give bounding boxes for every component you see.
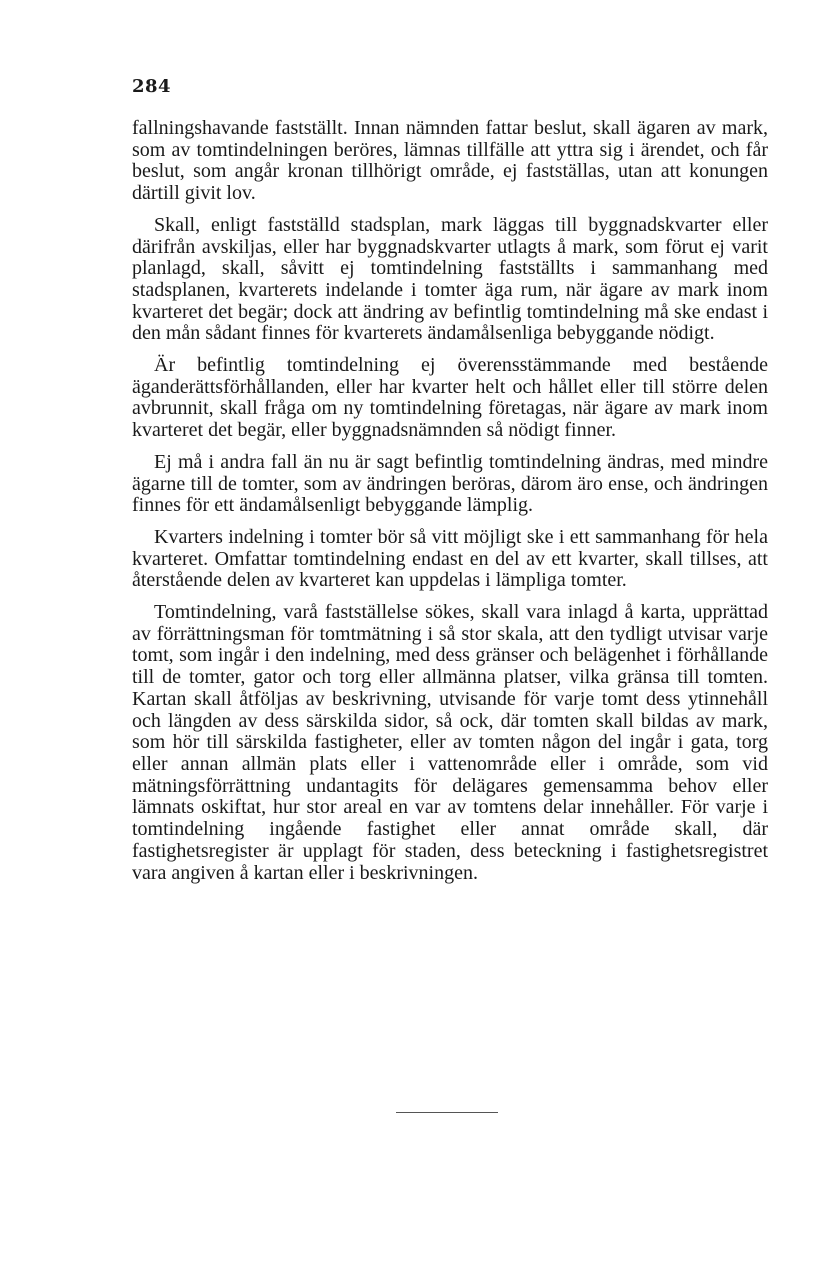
paragraph-5: Kvarters indelning i tomter bör så vitt möjligt ske i ett sammanhang för hela kvarteret. Omfattar tomtindelning endast en del av ett kvarter, skall tillses, att återstående delen av kvarteret kan uppdelas i lämpliga tomter. [132, 525, 768, 592]
paragraph-2: Skall, enligt fastställd stadsplan, mark läggas till byggnadskvarter eller därifrån avskiljas, eller har byggnadskvarter utlagts å mark, som förut ej varit planlagd, skall, såvitt ej tomtindelning fastställts i sammanhang med stadsplanen, kvarterets indelande i tomter äga rum, när ägare av mark inom kvarteret det begär; dock att ändring av befintlig tomtindelning må ske endast i den mån sådant finnes för kvarterets ändamålsenliga bebyggande nödigt. [132, 213, 768, 345]
paragraph-4: Ej må i andra fall än nu är sagt befintlig tomtindelning ändras, med mindre ägarne till de tomter, som av ändringen beröras, därom äro ense, och ändringen finnes för ett ändamålsenligt bebyggande lämplig. [132, 450, 768, 517]
paragraph-6: Tomtindelning, varå fastställelse sökes, skall vara inlagd å karta, upprättad av förrättningsman för tomtmätning i så stor skala, att den tydligt utvisar varje tomt, som ingår i den indelning, med dess gränser och belägenhet i förhållande till de tomter, gator och torg eller allmänna platser, vilka gränsa till tomten. Kartan skall åtföljas av beskrivning, utvisande för varje tomt dess ytinnehåll och längden av dess särskilda sidor, så ock, där tomten skall bildas av mark, som hör till särskilda fastigheter, eller av tomten någon del ingår i gata, torg eller annan allmän plats eller i vattenområde eller i område, som vid mätningsförrättning undantagits för delägares gemensamma behov eller lämnats oskiftat, hur stor areal en var av tomtens delar innehåller. För varje i tomtindelning ingående fastighet eller annat område skall, där fastighetsregister är upplagt för staden, dess beteckning i fastighetsregistret vara angiven å kartan eller i beskrivningen. [132, 601, 768, 884]
page-number: 284 [132, 76, 172, 97]
body-text [132, 118, 768, 894]
paragraph-3: Är befintlig tomtindelning ej överensstämmande med bestående äganderättsförhållanden, eller har kvarter helt och hållet eller till större delen avbrunnit, skall fråga om ny tomtindelning företagas, när ägare av mark inom kvarteret det begär, eller byggnadsnämnden så nödigt finner. [132, 354, 768, 442]
end-rule [396, 1112, 498, 1113]
paragraph-1: fallningshavande fastställt. Innan nämnden fattar beslut, skall ägaren av mark, som av tomtindelningen beröres, lämnas tillfälle att yttra sig i ärendet, och får beslut, som angår kronan tillhörigt område, ej fastställas, utan att konungen därtill givit lov. [132, 117, 768, 205]
